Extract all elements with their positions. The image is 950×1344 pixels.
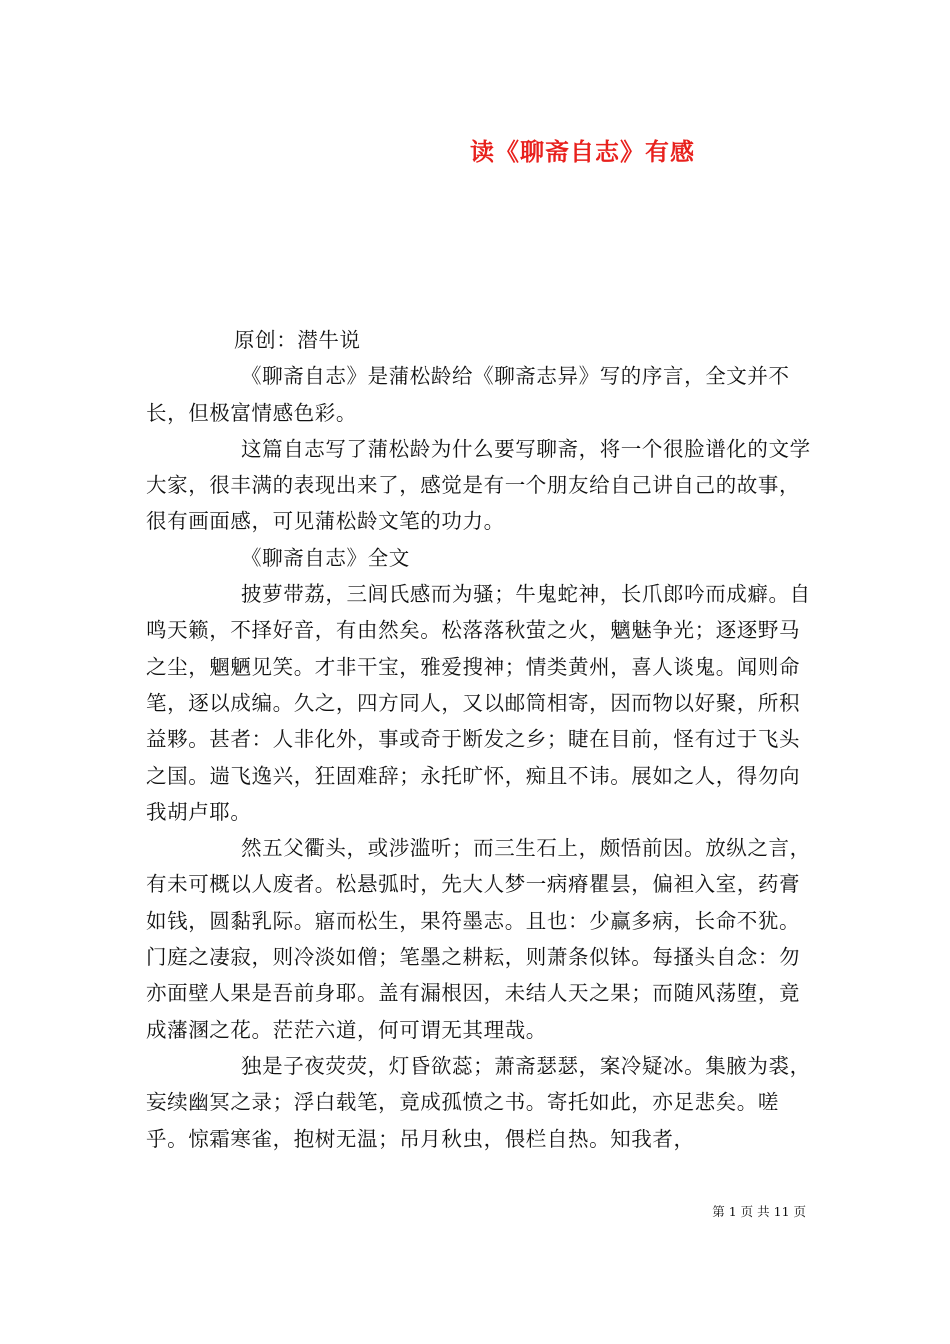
paragraph: 独是子夜荧荧，灯昏欲蕊；萧斋瑟瑟，案冷疑冰。集腋为裘，妄续幽冥之录；浮白载笔，竟成孤愤之书。寄托如此，亦足悲矣。嗟乎。惊霜寒雀，抱树无温；吊月秋虫，偎栏自热。知我者， [146,1053,811,1151]
paragraph: 然五父衢头，或涉滥听；而三生石上，颇悟前因。放纵之言，有未可概以人废者。松悬弧时，先大人梦一病瘠瞿昙，偏袒入室，药膏如钱，圆黏乳际。寤而松生，果符墨志。且也：少赢多病，长命不犹。门庭之凄寂，则冷淡如僧；笔墨之耕耘，则萧条似钵。每搔头自念：勿亦面壁人果是吾前身耶。盖有漏根因，未结人天之果；而随风荡堕，竟成藩溷之花。茫茫六道，何可谓无其理哉。 [146,836,811,1042]
document-body [146,322,812,1157]
paragraph: 披萝带荔，三闾氏感而为骚；牛鬼蛇神，长爪郎吟而成癖。自鸣天籁，不择好音，有由然矣。松落落秋萤之火，魑魅争光；逐逐野马之尘，魍魉见笑。才非干宝，雅爱搜神；情类黄州，喜人谈鬼。闻则命笔，逐以成编。久之，四方同人，又以邮筒相寄，因而物以好聚，所积益夥。甚者：人非化外，事或奇于断发之乡；睫在目前，怪有过于飞头之国。遄飞逸兴，狂固难辞；永托旷怀，痴且不讳。展如之人，得勿向我胡卢耶。 [146,582,811,824]
paragraph: 这篇自志写了蒲松龄为什么要写聊斋，将一个很脸谱化的文学大家，很丰满的表现出来了，感觉是有一个朋友给自己讲自己的故事，很有画面感，可见蒲松龄文笔的功力。 [146,436,811,534]
paragraph: 《聊斋自志》是蒲松龄给《聊斋志异》写的序言，全文并不长，但极富情感色彩。 [146,364,790,425]
document-title: 读《聊斋自志》有感 [470,137,695,166]
section-heading: 《聊斋自志》全文 [241,545,410,570]
page-number-footer: 第 1 页 共 11 页 [712,1204,806,1219]
author-line: 原创：潜牛说 [234,328,361,352]
